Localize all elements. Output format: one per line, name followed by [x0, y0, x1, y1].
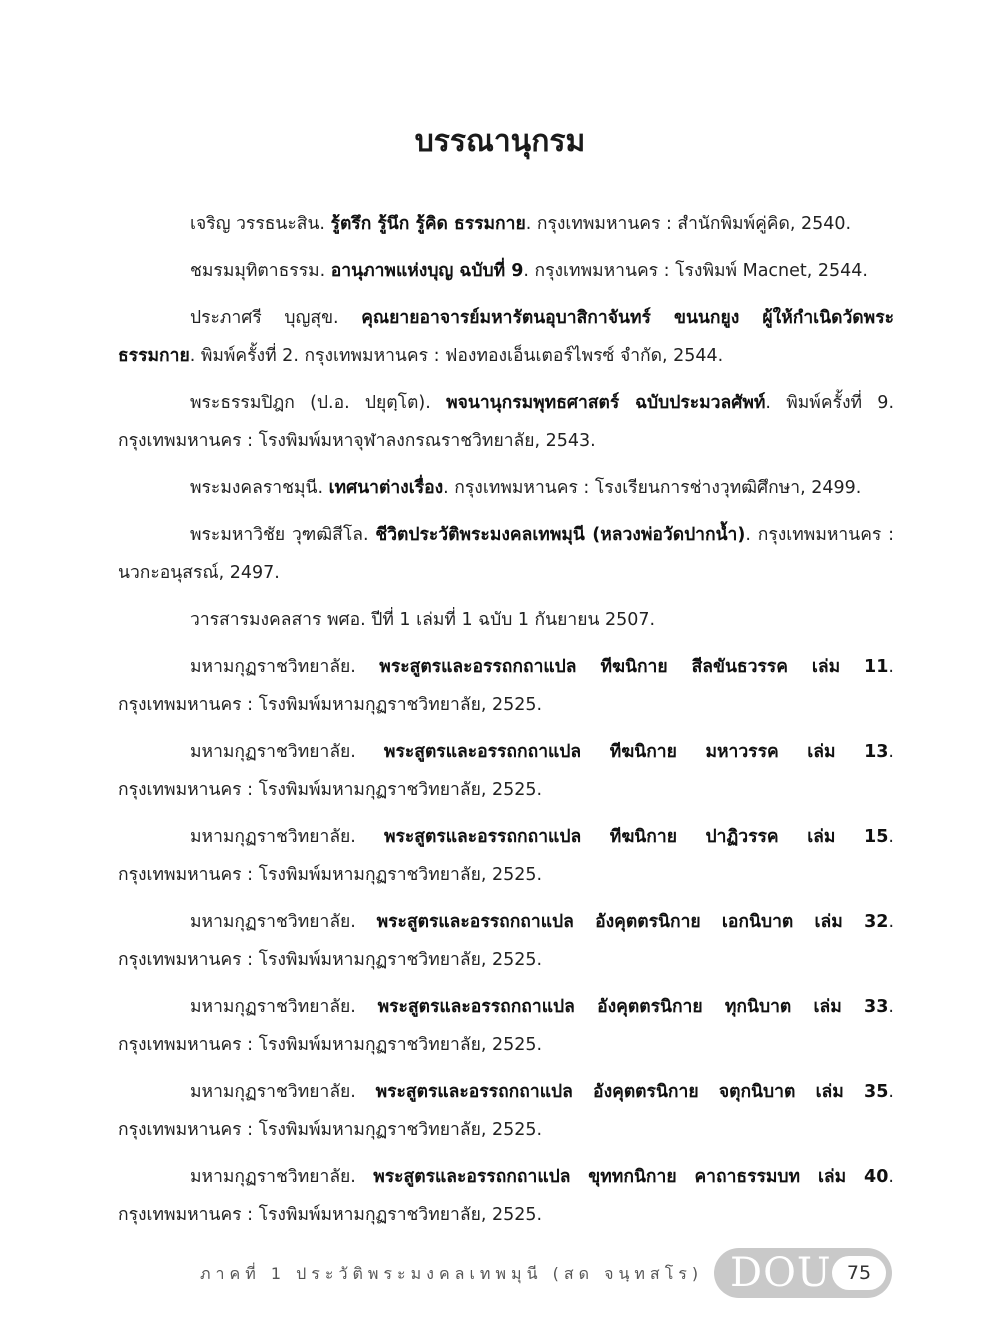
entry-title: ชีวิตประวัติพระมงคลเทพมุนี (หลวงพ่อวัดปากน้ำ): [375, 525, 746, 545]
entry-title: อานุภาพแห่งบุญ ฉบับที่ 9: [330, 261, 524, 281]
entry-title: คุณยายอาจารย์มหารัตนอุบาสิกาจันทร์ ขนนกยูง ผู้ให้กำเนิดวัดพระธรรมกาย: [118, 308, 894, 366]
bibliography-entry: [118, 516, 894, 592]
entry-publication: . กรุงเทพมหานคร : โรงพิมพ์มหามกุฏราชวิทยาลัย, 2525.: [118, 657, 894, 715]
page-title: บรรณานุกรม: [414, 124, 586, 159]
entry-author: มหามกุฏราชวิทยาลัย.: [190, 1082, 376, 1102]
entry-title: พระสูตรและอรรถกถาแปล อังคุตตรนิกาย จตุกนิบาต เล่ม 35: [375, 1082, 889, 1102]
entry-title: พจนานุกรมพุทธศาสตร์ ฉบับประมวลศัพท์: [446, 393, 766, 413]
entry-publication: . กรุงเทพมหานคร : โรงเรียนการช่างวุทฒิศึกษา, 2499.: [443, 478, 862, 498]
entry-title: พระสูตรและอรรถกถาแปล ทีฆนิกาย สีลขันธวรรค เล่ม 11: [379, 657, 889, 677]
bibliography-entry: [118, 988, 894, 1064]
bibliography-entry: [118, 818, 894, 894]
entry-publication: . พิมพ์ครั้งที่ 9. กรุงเทพมหานคร : โรงพิมพ์มหาจุฬาลงกรณราชวิทยาลัย, 2543.: [118, 393, 895, 451]
entry-publication: . กรุงเทพมหานคร : โรงพิมพ์มหามกุฏราชวิทยาลัย, 2525.: [118, 1082, 894, 1140]
entry-author: มหามกุฏราชวิทยาลัย.: [190, 742, 384, 762]
entry-title: พระสูตรและอรรถกถาแปล อังคุตตรนิกาย เอกนิบาต เล่ม 32: [376, 912, 889, 932]
entry-publication: . กรุงเทพมหานคร : สำนักพิมพ์คู่คิด, 2540.: [525, 214, 852, 234]
bibliography-entry: [118, 648, 894, 724]
entry-author: ชมรมมุทิตาธรรม.: [190, 261, 331, 281]
entry-author: ประภาศรี บุญสุข.: [190, 308, 362, 328]
entry-title: พระสูตรและอรรถกถาแปล ทีฆนิกาย มหาวรรค เล่ม 13: [383, 742, 889, 762]
entry-publication: . พิมพ์ครั้งที่ 2. กรุงเทพมหานคร : ฟองทองเอ็นเตอร์ไพรซ์ จำกัด, 2544.: [189, 346, 724, 366]
bibliography-entry: [118, 733, 894, 809]
entry-title: พระสูตรและอรรถกถาแปล ทีฆนิกาย ปาฏิวรรค เล่ม 15: [383, 827, 889, 847]
running-footer: ภาคที่ 1 ประวัติพระมงคลเทพมุนี (สด จนฺทสโร): [200, 1264, 704, 1283]
entry-author: พระมงคลราชมุนี.: [190, 478, 329, 498]
bibliography-entry: [118, 601, 894, 639]
entry-title: พระสูตรและอรรถกถาแปล อังคุตตรนิกาย ทุกนิบาต เล่ม 33: [377, 997, 889, 1017]
entry-author: พระธรรมปิฎก (ป.อ. ปยุตฺโต).: [190, 393, 447, 413]
entry-author: มหามกุฏราชวิทยาลัย.: [190, 1167, 374, 1187]
entry-publication: . กรุงเทพมหานคร : นวกะอนุสรณ์, 2497.: [118, 525, 894, 583]
entry-author: พระมหาวิชัย วุฑฒิสีโล.: [190, 525, 376, 545]
entry-title: พระสูตรและอรรถกถาแปล ขุททกนิกาย คาถาธรรมบท เล่ม 40: [373, 1167, 889, 1187]
page-badge: [714, 1248, 892, 1298]
entry-publication: . กรุงเทพมหานคร : โรงพิมพ์มหามกุฏราชวิทยาลัย, 2525.: [118, 997, 894, 1055]
entry-publication: . กรุงเทพมหานคร : โรงพิมพ์มหามกุฏราชวิทยาลัย, 2525.: [118, 1167, 894, 1225]
bibliography-entry: [118, 205, 894, 243]
entry-author: วารสารมงคลสาร พศอ. ปีที่ 1 เล่มที่ 1 ฉบับ 1 กันยายน 2507.: [190, 610, 656, 630]
entry-author: มหามกุฏราชวิทยาลัย.: [190, 912, 377, 932]
bibliography-entry: [118, 384, 894, 460]
bibliography-entry: [118, 903, 894, 979]
bibliography-list: [118, 205, 894, 1243]
bibliography-entry: [118, 1158, 894, 1234]
entry-publication: . กรุงเทพมหานคร : โรงพิมพ์มหามกุฏราชวิทยาลัย, 2525.: [118, 912, 895, 970]
bibliography-entry: [118, 469, 894, 507]
entry-author: มหามกุฏราชวิทยาลัย.: [190, 657, 380, 677]
dou-logo: DOU: [730, 1250, 832, 1296]
entry-publication: . กรุงเทพมหานคร : โรงพิมพ์มหามกุฏราชวิทยาลัย, 2525.: [118, 742, 894, 800]
entry-publication: . กรุงเทพมหานคร : โรงพิมพ์มหามกุฏราชวิทยาลัย, 2525.: [118, 827, 894, 885]
bibliography-entry: [118, 299, 894, 375]
entry-title: รู้ตรึก รู้นึก รู้คิด ธรรมกาย: [330, 214, 526, 234]
entry-publication: . กรุงเทพมหานคร : โรงพิมพ์ Macnet, 2544.: [523, 261, 868, 281]
bibliography-entry: [118, 1073, 894, 1149]
bibliography-entry: [118, 252, 894, 290]
entry-title: เทศนาต่างเรื่อง: [328, 478, 444, 498]
entry-author: เจริญ วรรธนะสิน.: [190, 214, 331, 234]
page-number: 75: [832, 1256, 886, 1290]
entry-author: มหามกุฏราชวิทยาลัย.: [190, 997, 378, 1017]
entry-author: มหามกุฏราชวิทยาลัย.: [190, 827, 384, 847]
